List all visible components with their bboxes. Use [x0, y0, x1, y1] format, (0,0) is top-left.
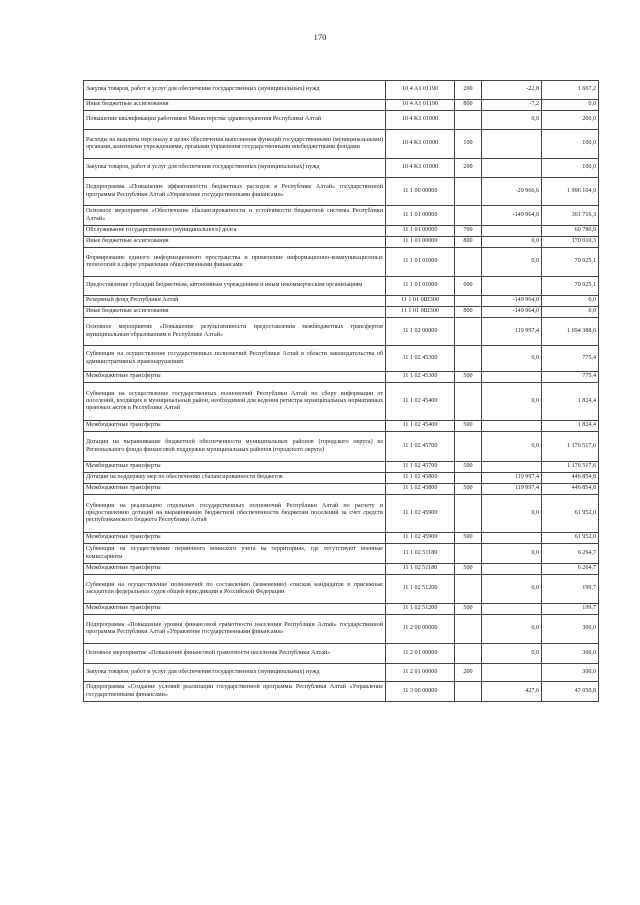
row-name-cell: Подпрограмма «Повышение эффективности бюджетных расходов в Республике Алтай» государственной программы Республики Алтай «Управление государственными финансами» — [84, 178, 386, 206]
row-code-cell: 10 4 A1 01190 — [386, 100, 455, 111]
row-name-cell: Межбюджетные трансферты — [84, 421, 386, 432]
table-row — [84, 100, 599, 111]
row-expense-type-cell — [455, 682, 482, 702]
table-row — [84, 473, 599, 484]
row-total-amount-cell: 61 952,0 — [542, 495, 599, 533]
row-name-cell: Межбюджетные трансферты — [84, 533, 386, 544]
row-code-cell: 11 3 00 00000 — [386, 682, 455, 702]
row-code-cell: 11 1 02 45900 — [386, 495, 455, 533]
row-name-cell: Межбюджетные трансферты — [84, 484, 386, 495]
row-expense-type-cell — [455, 575, 482, 604]
row-total-amount-cell: 1 824,4 — [542, 383, 599, 421]
row-code-cell: 11 1 02 51200 — [386, 604, 455, 615]
page-number: 170 — [313, 32, 327, 42]
row-expense-type-cell: 100 — [455, 130, 482, 159]
table-row — [84, 237, 599, 248]
row-name-cell: Межбюджетные трансферты — [84, 462, 386, 473]
row-expense-type-cell — [455, 346, 482, 372]
row-total-amount-cell: 1 824,4 — [542, 421, 599, 432]
row-change-amount-cell: -7,2 — [482, 100, 542, 111]
row-expense-type-cell: 200 — [455, 81, 482, 100]
row-change-amount-cell: 0,0 — [482, 544, 542, 564]
row-change-amount-cell: 0,0 — [482, 237, 542, 248]
row-name-cell: Закупка товаров, работ и услуг для обеспечения государственных (муниципальных) нужд — [84, 159, 386, 178]
table-row — [84, 664, 599, 682]
table-row — [84, 226, 599, 237]
row-code-cell: 11 1 02 45800 — [386, 473, 455, 484]
row-code-cell: 11 1 00 00000 — [386, 178, 455, 206]
row-name-cell: Межбюджетные трансферты — [84, 564, 386, 575]
row-total-amount-cell: 1 176 517,6 — [542, 462, 599, 473]
row-name-cell: Межбюджетные трансферты — [84, 604, 386, 615]
row-change-amount-cell: 119 997,4 — [482, 318, 542, 346]
row-change-amount-cell — [482, 159, 542, 178]
row-code-cell: 11 1 01 00000 — [386, 206, 455, 226]
table-row — [84, 495, 599, 533]
row-name-cell: Субвенции на осуществление государственных полномочий Республики Алтай по сбору информации от поселений, входящих в муниципальный район, необходимой для ведения регистра муниципальных нормативных правовых актов в Республике Алтай — [84, 383, 386, 421]
row-code-cell: 11 1 02 45300 — [386, 346, 455, 372]
table-row — [84, 307, 599, 318]
row-total-amount-cell: 70 925,1 — [542, 248, 599, 277]
row-change-amount-cell: 0,0 — [482, 575, 542, 604]
row-change-amount-cell: -149 964,0 — [482, 206, 542, 226]
row-name-cell: Закупка товаров, работ и услуг для обеспечения государственных (муниципальных) нужд — [84, 81, 386, 100]
row-change-amount-cell: 0,0 — [482, 615, 542, 644]
row-code-cell: 11 1 02 51180 — [386, 564, 455, 575]
row-name-cell: Иные бюджетные ассигнования — [84, 237, 386, 248]
row-expense-type-cell — [455, 495, 482, 533]
row-total-amount-cell: 170 010,3 — [542, 237, 599, 248]
row-total-amount-cell: 446 854,8 — [542, 473, 599, 484]
row-code-cell: 11 1 02 45700 — [386, 432, 455, 462]
budget-table — [83, 80, 599, 702]
row-total-amount-cell: 199,7 — [542, 575, 599, 604]
row-total-amount-cell: 300,0 — [542, 664, 599, 682]
table-row — [84, 533, 599, 544]
row-expense-type-cell: 200 — [455, 159, 482, 178]
row-expense-type-cell: 500 — [455, 372, 482, 383]
row-name-cell: Подпрограмма «Создание условий реализации государственной программы Республики Алтай «Управление государственными финансами» — [84, 682, 386, 702]
row-code-cell: 11 1 01 01000 — [386, 277, 455, 296]
table-row — [84, 644, 599, 664]
row-expense-type-cell: 500 — [455, 564, 482, 575]
row-expense-type-cell: 500 — [455, 484, 482, 495]
row-code-cell: 11 1 02 45800 — [386, 484, 455, 495]
table-row — [84, 178, 599, 206]
row-expense-type-cell: 800 — [455, 100, 482, 111]
row-change-amount-cell: 0,0 — [482, 383, 542, 421]
table-row — [84, 81, 599, 100]
row-code-cell: 11 1 01 0Ш300 — [386, 296, 455, 307]
row-expense-type-cell — [455, 111, 482, 130]
row-name-cell: Межбюджетные трансферты — [84, 372, 386, 383]
row-code-cell: 11 1 01 01000 — [386, 248, 455, 277]
row-expense-type-cell — [455, 432, 482, 462]
row-change-amount-cell — [482, 533, 542, 544]
row-expense-type-cell: 500 — [455, 421, 482, 432]
row-expense-type-cell — [455, 296, 482, 307]
row-code-cell: 11 1 02 45700 — [386, 462, 455, 473]
table-row — [84, 564, 599, 575]
row-code-cell: 11 1 02 45300 — [386, 372, 455, 383]
row-code-cell: 10 4 K1 01000 — [386, 130, 455, 159]
row-change-amount-cell: 119 997,4 — [482, 473, 542, 484]
row-name-cell: Закупка товаров, работ и услуг для обеспечения государственных (муниципальных) нужд — [84, 664, 386, 682]
row-total-amount-cell: 300,0 — [542, 644, 599, 664]
row-expense-type-cell: 700 — [455, 226, 482, 237]
row-code-cell: 11 1 02 00000 — [386, 318, 455, 346]
table-row — [84, 318, 599, 346]
row-total-amount-cell: 70 925,1 — [542, 277, 599, 296]
row-name-cell: Дотации на выравнивание бюджетной обеспеченности муниципальных районов (городского округа) из Регионального фонда финансовой поддержки муниципальных районов (городского округа) — [84, 432, 386, 462]
row-change-amount-cell: 0,0 — [482, 111, 542, 130]
row-expense-type-cell: 600 — [455, 277, 482, 296]
row-total-amount-cell: 0,0 — [542, 307, 599, 318]
row-code-cell: 11 1 01 0Ш300 — [386, 307, 455, 318]
row-total-amount-cell: 6 264,7 — [542, 544, 599, 564]
row-change-amount-cell: -29 966,6 — [482, 178, 542, 206]
row-expense-type-cell — [455, 615, 482, 644]
row-expense-type-cell: 500 — [455, 604, 482, 615]
row-name-cell: Предоставление субсидий бюджетным, автономным учреждениям и иным некоммерческим организациям — [84, 277, 386, 296]
row-change-amount-cell: -22,8 — [482, 81, 542, 100]
row-total-amount-cell: 1 176 517,6 — [542, 432, 599, 462]
table-row — [84, 130, 599, 159]
row-total-amount-cell: 60 780,9 — [542, 226, 599, 237]
row-expense-type-cell: 800 — [455, 307, 482, 318]
table-row — [84, 604, 599, 615]
row-total-amount-cell: 300,0 — [542, 615, 599, 644]
row-change-amount-cell — [482, 421, 542, 432]
row-change-amount-cell: 0,0 — [482, 346, 542, 372]
table-row — [84, 372, 599, 383]
row-total-amount-cell: 1 694 388,6 — [542, 318, 599, 346]
row-change-amount-cell — [482, 372, 542, 383]
row-total-amount-cell: 61 952,0 — [542, 533, 599, 544]
row-expense-type-cell — [455, 473, 482, 484]
row-name-cell: Повышение квалификации работников Министерства здравоохранения Республики Алтай — [84, 111, 386, 130]
table-row — [84, 111, 599, 130]
row-total-amount-cell: 1 996 104,9 — [542, 178, 599, 206]
row-expense-type-cell: 200 — [455, 664, 482, 682]
row-total-amount-cell: 6 264,7 — [542, 564, 599, 575]
row-name-cell: Обслуживание государственного (муниципального) долга — [84, 226, 386, 237]
row-change-amount-cell: 119 997,4 — [482, 484, 542, 495]
row-code-cell: 11 2 01 00000 — [386, 664, 455, 682]
table-row — [84, 277, 599, 296]
row-code-cell: 11 1 02 45900 — [386, 533, 455, 544]
row-change-amount-cell: 0,0 — [482, 432, 542, 462]
table-row — [84, 206, 599, 226]
row-expense-type-cell: 500 — [455, 462, 482, 473]
row-total-amount-cell: 775,4 — [542, 346, 599, 372]
row-change-amount-cell: 0,0 — [482, 248, 542, 277]
table-row — [84, 159, 599, 178]
row-total-amount-cell: 0,0 — [542, 296, 599, 307]
row-code-cell: 10 4 A1 01190 — [386, 81, 455, 100]
row-total-amount-cell: 199,7 — [542, 604, 599, 615]
table-row — [84, 383, 599, 421]
row-expense-type-cell — [455, 206, 482, 226]
row-name-cell: Основное мероприятие «Обеспечение сбалансированности и устойчивости бюджетной системы Республики Алтай» — [84, 206, 386, 226]
row-total-amount-cell: 0,0 — [542, 100, 599, 111]
row-name-cell: Субвенции на осуществление первичного воинского учета на территориях, где отсутствуют военные комиссариаты — [84, 544, 386, 564]
row-change-amount-cell — [482, 462, 542, 473]
row-code-cell: 11 1 01 00000 — [386, 226, 455, 237]
table-row — [84, 346, 599, 372]
row-total-amount-cell: 446 854,8 — [542, 484, 599, 495]
row-total-amount-cell: 200,0 — [542, 111, 599, 130]
row-change-amount-cell: -149 964,0 — [482, 307, 542, 318]
row-code-cell: 11 1 02 45400 — [386, 383, 455, 421]
row-change-amount-cell — [482, 130, 542, 159]
row-change-amount-cell — [482, 604, 542, 615]
row-change-amount-cell — [482, 564, 542, 575]
table-row — [84, 575, 599, 604]
row-name-cell: Подпрограмма «Повышение уровня финансовой грамотности населения Республики Алтай» государственной программы Республики Алтай «Управление государственными финансами» — [84, 615, 386, 644]
row-expense-type-cell — [455, 178, 482, 206]
row-total-amount-cell: 100,0 — [542, 130, 599, 159]
row-code-cell: 11 1 02 51200 — [386, 575, 455, 604]
row-expense-type-cell — [455, 248, 482, 277]
row-change-amount-cell — [482, 277, 542, 296]
row-total-amount-cell: 100,0 — [542, 159, 599, 178]
row-name-cell: Субвенции на осуществление государственных полномочий Республики Алтай в области законодательства об административных правонарушениях — [84, 346, 386, 372]
table-row — [84, 484, 599, 495]
row-name-cell: Иные бюджетные ассигнования — [84, 100, 386, 111]
row-name-cell: Резервный фонд Республики Алтай — [84, 296, 386, 307]
row-expense-type-cell — [455, 544, 482, 564]
row-change-amount-cell: 0,0 — [482, 644, 542, 664]
row-total-amount-cell: 301 716,3 — [542, 206, 599, 226]
table-row — [84, 248, 599, 277]
row-code-cell: 10 4 K1 01000 — [386, 111, 455, 130]
row-change-amount-cell — [482, 664, 542, 682]
row-expense-type-cell — [455, 383, 482, 421]
table-row — [84, 462, 599, 473]
row-name-cell: Иные бюджетные ассигнования — [84, 307, 386, 318]
row-expense-type-cell — [455, 644, 482, 664]
row-code-cell: 11 1 01 00000 — [386, 237, 455, 248]
table-row — [84, 421, 599, 432]
row-name-cell: Формирование единого информационного пространства и применение информационно-коммуникационных технологий в сфере управления общественными финансами — [84, 248, 386, 277]
row-total-amount-cell: 47 050,8 — [542, 682, 599, 702]
row-total-amount-cell: 1 667,2 — [542, 81, 599, 100]
row-code-cell: 11 1 02 51180 — [386, 544, 455, 564]
row-change-amount-cell: 0,0 — [482, 495, 542, 533]
table-row — [84, 615, 599, 644]
row-expense-type-cell — [455, 318, 482, 346]
row-total-amount-cell: 775,4 — [542, 372, 599, 383]
budget-table-body — [84, 81, 599, 702]
row-change-amount-cell: -149 964,0 — [482, 296, 542, 307]
row-change-amount-cell — [482, 226, 542, 237]
row-name-cell: Дотации на поддержку мер по обеспечению сбалансированности бюджетов — [84, 473, 386, 484]
row-expense-type-cell: 800 — [455, 237, 482, 248]
table-row — [84, 544, 599, 564]
row-name-cell: Субвенции на осуществление полномочий по составлению (изменению) списков кандидатов в присяжные заседатели федеральных судов общей юрисдикции в Российской Федерации — [84, 575, 386, 604]
row-name-cell: Расходы на выплаты персоналу в целях обеспечения выполнения функций государственными (муниципальными) органами, казенными учреждениями, органами управления государственными внебюджетными фондами — [84, 130, 386, 159]
row-code-cell: 11 2 00 00000 — [386, 615, 455, 644]
row-name-cell: Субвенции на реализацию отдельных государственных полномочий Республики Алтай по расчету и предоставлению дотаций на выравнивание бюджетной обеспеченности бюджетам поселений за счет средств республиканского бюджета Республики Алтай — [84, 495, 386, 533]
table-row — [84, 682, 599, 702]
row-expense-type-cell: 500 — [455, 533, 482, 544]
row-code-cell: 10 4 K1 01000 — [386, 159, 455, 178]
row-name-cell: Основное мероприятие «Повышение результативности предоставления межбюджетных трансфертов муниципальным образованиям в Республике Алтай» — [84, 318, 386, 346]
row-change-amount-cell: 427,6 — [482, 682, 542, 702]
table-row — [84, 296, 599, 307]
row-name-cell: Основное мероприятие «Повышение финансовой грамотности населения Республики Алтай» — [84, 644, 386, 664]
row-code-cell: 11 2 01 00000 — [386, 644, 455, 664]
table-row — [84, 432, 599, 462]
row-code-cell: 11 1 02 45400 — [386, 421, 455, 432]
